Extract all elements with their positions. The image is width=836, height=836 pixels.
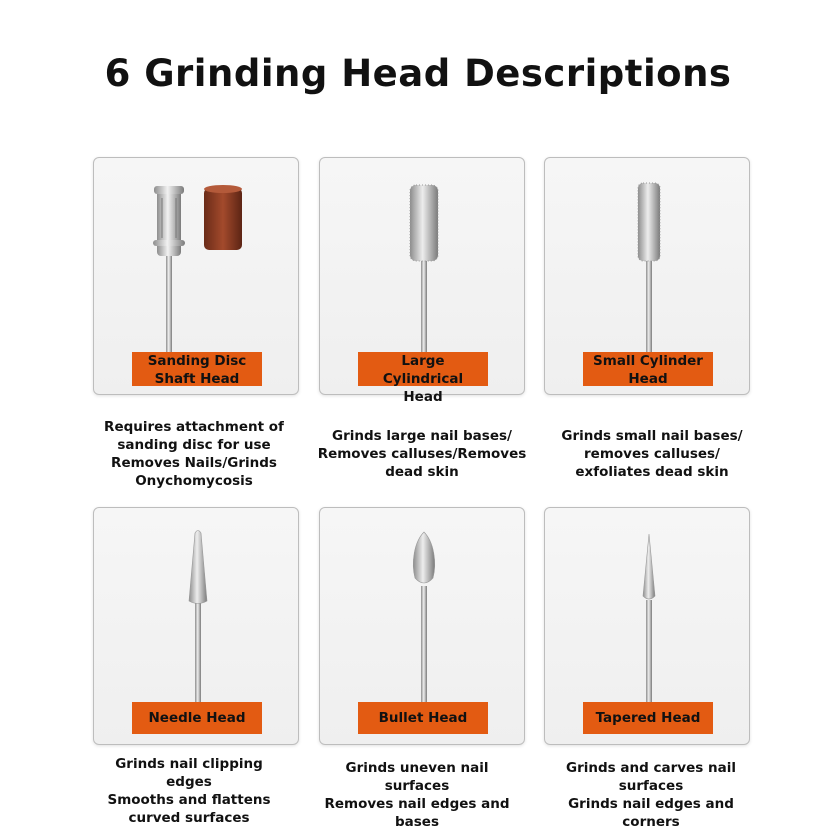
description-line: Grinds nail clipping xyxy=(115,756,263,772)
description-line: Grinds nail edges and xyxy=(568,796,734,812)
label-bullet-head: Bullet Head xyxy=(358,702,488,734)
description-line: Removes calluses/Removes xyxy=(317,446,527,462)
label-line: Small Cylinder xyxy=(593,353,703,369)
label-small-cylinder-head xyxy=(583,352,713,386)
description-line: Grinds uneven nail xyxy=(345,760,489,776)
description-line: removes calluses/ xyxy=(584,446,720,462)
label-large-cylindrical-head xyxy=(358,352,488,405)
label-line: Head xyxy=(628,371,668,387)
card-tapered-head xyxy=(544,507,750,745)
description-line: bases xyxy=(394,814,439,830)
description-needle-head xyxy=(74,755,304,827)
description-line: sanding disc for use xyxy=(117,437,271,453)
description-line: exfoliates dead skin xyxy=(575,464,729,480)
description-small-cylinder-head xyxy=(537,427,767,481)
label-line: Shaft Head xyxy=(154,371,240,387)
description-line: surfaces xyxy=(618,778,684,794)
description-line: corners xyxy=(622,814,680,830)
description-line: Smooths and flattens xyxy=(107,792,271,808)
description-line: curved surfaces xyxy=(128,810,250,826)
label-line: Large Cylindrical xyxy=(382,353,464,387)
description-line: edges xyxy=(166,774,212,790)
label-sanding-disc-shaft-head xyxy=(132,352,262,386)
description-line: Grinds large nail bases/ xyxy=(332,428,512,444)
description-line: Onychomycosis xyxy=(135,473,253,489)
description-line: Grinds and carves nail xyxy=(566,760,736,776)
description-line: surfaces xyxy=(384,778,450,794)
label-needle-head: Needle Head xyxy=(132,702,262,734)
card-large-cylindrical-head xyxy=(319,157,525,405)
label-tapered-head: Tapered Head xyxy=(583,702,713,734)
description-line: Removes nail edges and xyxy=(324,796,510,812)
description-large-cylindrical-head xyxy=(307,427,537,481)
description-sanding-disc-shaft-head xyxy=(79,418,309,490)
description-tapered-head xyxy=(536,759,766,831)
card-small-cylinder-head xyxy=(544,157,750,395)
label-line: Sanding Disc xyxy=(147,353,247,369)
card-sanding-disc-shaft-head xyxy=(93,157,299,395)
description-line: dead skin xyxy=(385,464,459,480)
label-line: Head xyxy=(403,389,443,405)
description-line: Grinds small nail bases/ xyxy=(561,428,743,444)
card-bullet-head xyxy=(319,507,525,745)
description-line: Removes Nails/Grinds xyxy=(111,455,277,471)
page-title: 6 Grinding Head Descriptions xyxy=(104,52,732,95)
card-needle-head xyxy=(93,507,299,745)
description-bullet-head xyxy=(302,759,532,831)
description-line: Requires attachment of xyxy=(104,419,284,435)
